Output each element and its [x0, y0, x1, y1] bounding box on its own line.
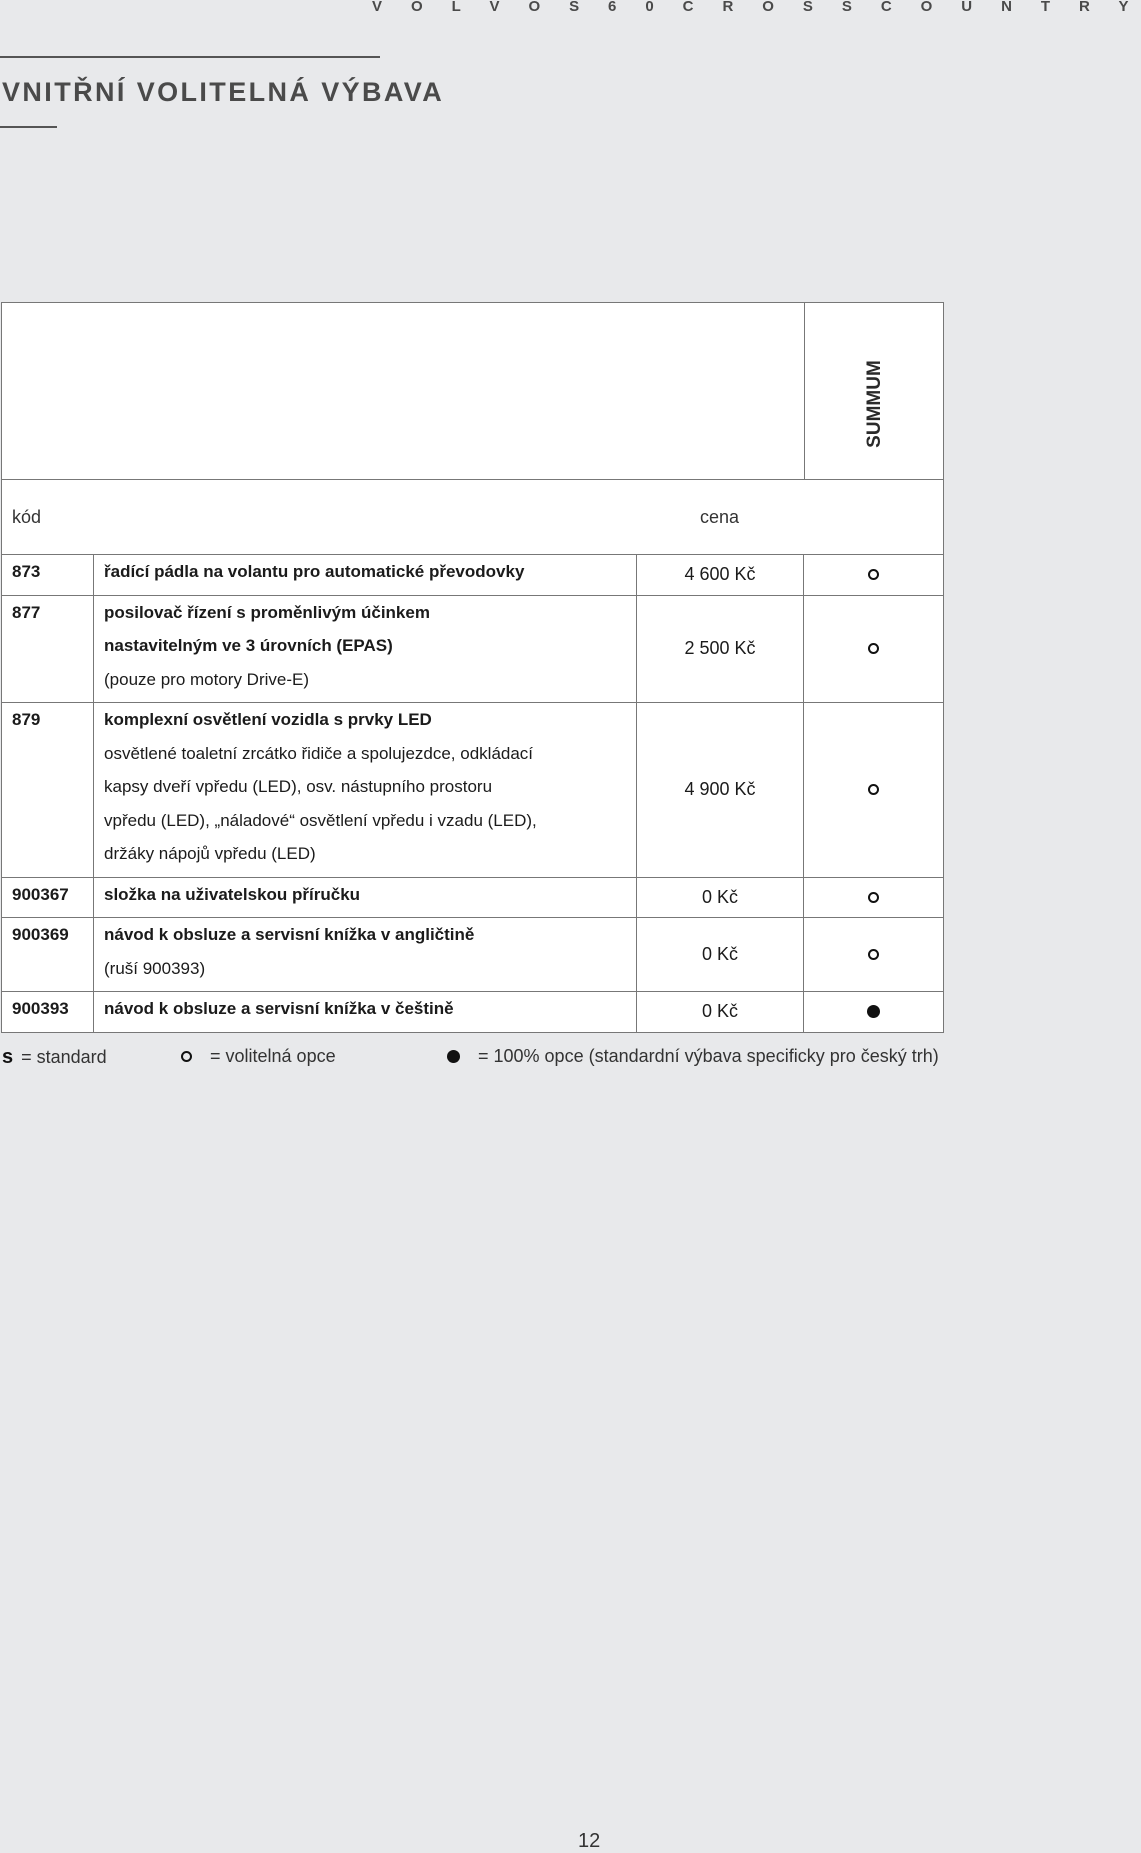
option-code: 900393	[2, 992, 94, 1032]
filled-circle-icon	[867, 1005, 880, 1018]
description-line: komplexní osvětlení vozidla s prvky LED	[104, 710, 432, 729]
legend-optional-label: = volitelná opce	[210, 1046, 336, 1066]
page-title: VNITŘNÍ VOLITELNÁ VÝBAVA	[2, 77, 445, 107]
option-code: 877	[2, 596, 94, 703]
option-code: 873	[2, 555, 94, 595]
description-line: složka na uživatelskou příručku	[104, 884, 361, 904]
legend-standard-label: = standard	[21, 1047, 107, 1067]
legend-optional	[181, 1046, 336, 1067]
variant-column-divider	[804, 303, 805, 479]
page-number: 12	[578, 1830, 601, 1852]
description-line: (pouze pro motory Drive-E)	[104, 669, 310, 689]
description-line: řadící pádla na volantu pro automatické převodovky	[104, 562, 525, 581]
title-underline	[0, 126, 57, 128]
header-rule	[0, 56, 380, 58]
table-row	[2, 555, 943, 596]
description-line: osvětlené toaletní zrcátko řidiče a spolujezdce, odkládací	[104, 743, 534, 763]
column-header-code: kód	[12, 507, 42, 527]
description-line: držáky nápojů vpředu (LED)	[104, 844, 316, 863]
description-line: vpředu (LED), „náladové“ osvětlení vpředu i vzadu (LED),	[104, 810, 537, 830]
legend-standard	[2, 1046, 107, 1069]
option-description	[94, 992, 637, 1032]
availability-cell	[804, 703, 943, 877]
description-line: nastavitelným ve 3 úrovních (EPAS)	[104, 636, 393, 655]
availability-cell	[804, 992, 943, 1032]
standard-symbol: s	[2, 1046, 14, 1068]
option-description	[94, 555, 637, 595]
description-line: návod k obsluze a servisní knížka v češtině	[104, 999, 454, 1018]
option-price: 0 Kč	[637, 878, 804, 918]
description-line: návod k obsluze a servisní knížka v angličtině	[104, 925, 475, 944]
open-circle-icon	[868, 892, 879, 903]
option-price: 2 500 Kč	[637, 596, 804, 703]
availability-cell	[804, 918, 943, 991]
brand-header: V O L V O S 6 0 C R O S S C O U N T R Y	[372, 0, 1141, 15]
option-description	[94, 878, 637, 918]
availability-cell	[804, 878, 943, 918]
table-row	[2, 703, 943, 878]
open-circle-icon	[181, 1051, 192, 1062]
option-price: 0 Kč	[637, 992, 804, 1032]
table-body	[2, 555, 943, 1032]
options-table	[1, 302, 944, 1033]
description-line: kapsy dveří vpředu (LED), osv. nástupního prostoru	[104, 777, 493, 796]
open-circle-icon	[868, 784, 879, 795]
table-row	[2, 918, 943, 992]
open-circle-icon	[868, 949, 879, 960]
legend	[0, 1046, 960, 1072]
option-price: 4 600 Kč	[637, 555, 804, 595]
option-description	[94, 703, 637, 877]
open-circle-icon	[868, 643, 879, 654]
option-code: 879	[2, 703, 94, 877]
column-header-price: cena	[700, 507, 740, 527]
variant-label: SUMMUM	[864, 360, 885, 448]
option-description	[94, 596, 637, 703]
option-price: 0 Kč	[637, 918, 804, 991]
availability-cell	[804, 596, 943, 703]
legend-full-label: = 100% opce (standardní výbava specificky pro český trh)	[478, 1046, 939, 1066]
table-variant-header	[2, 303, 943, 480]
filled-circle-icon	[447, 1050, 460, 1063]
table-row	[2, 878, 943, 919]
legend-full	[447, 1046, 939, 1067]
option-code: 900367	[2, 878, 94, 918]
table-row	[2, 596, 943, 704]
table-row	[2, 992, 943, 1032]
table-column-header	[2, 480, 943, 555]
availability-cell	[804, 555, 943, 595]
option-price: 4 900 Kč	[637, 703, 804, 877]
description-line: posilovač řízení s proměnlivým účinkem	[104, 602, 430, 622]
description-line: (ruší 900393)	[104, 958, 206, 978]
open-circle-icon	[868, 569, 879, 580]
option-code: 900369	[2, 918, 94, 991]
option-description	[94, 918, 637, 991]
